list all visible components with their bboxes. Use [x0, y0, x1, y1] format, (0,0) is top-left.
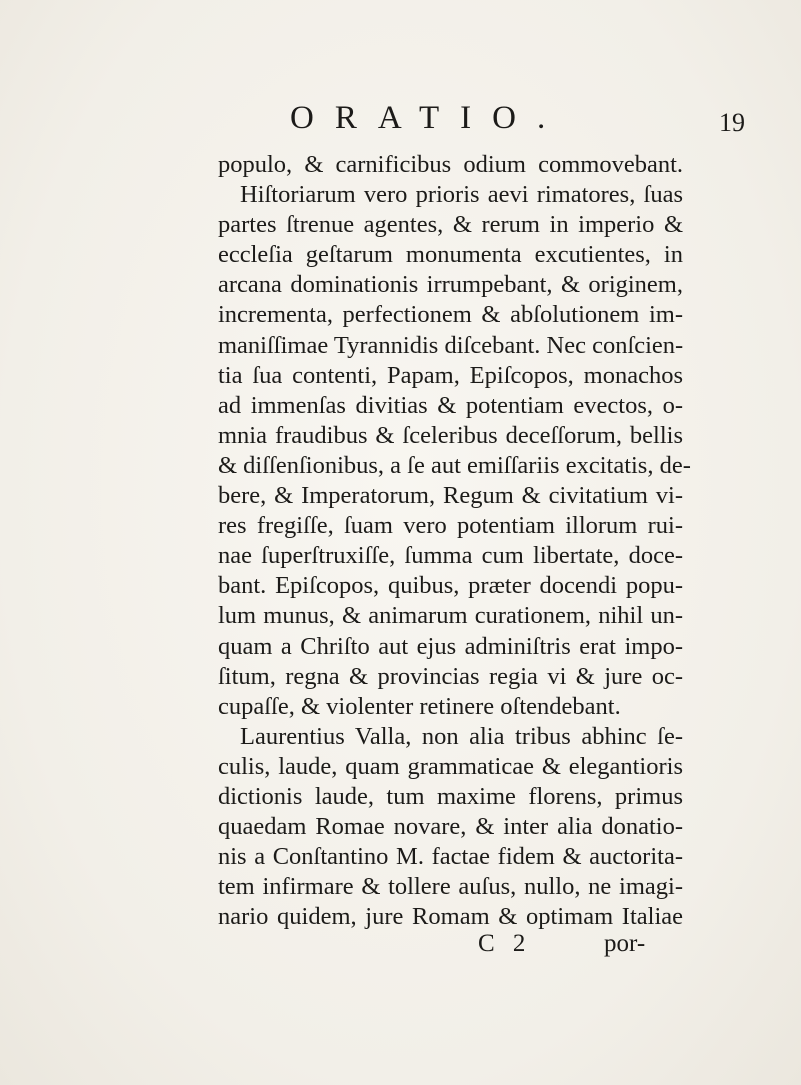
- text-line: nis a Conſtantino M. factae fidem & auctorita-: [218, 843, 683, 871]
- text-line: nae ſuperſtruxiſſe, ſumma cum libertate, doce-: [218, 542, 683, 570]
- page-number: 19: [719, 108, 745, 137]
- text-line: bere, & Imperatorum, Regum & civitatium vi-: [218, 482, 683, 510]
- text-line: tem infirmare & tollere auſus, nullo, ne imagi-: [218, 873, 683, 901]
- text-line: tia ſua contenti, Papam, Epiſcopos, monachos: [218, 361, 683, 389]
- text-line: mnia fraudibus & ſceleribus deceſſorum, bellis: [218, 421, 683, 449]
- body-text: [218, 150, 691, 932]
- text-line: cupaſſe, & violenter retinere oſtendebant.: [218, 692, 621, 720]
- text-line: maniſſimae Tyrannidis diſcebant. Nec conſcien-: [218, 331, 684, 359]
- page-header: [0, 100, 801, 140]
- running-title: ORATIO.: [290, 100, 567, 136]
- text-line: & diſſenſionibus, a ſe aut emiſſariis excitatis, de-: [218, 451, 691, 479]
- text-line: culis, laude, quam grammaticae & elegantioris: [218, 752, 683, 780]
- text-line: quaedam Romae novare, & inter alia donatio-: [218, 813, 683, 841]
- text-line: partes ſtrenue agentes, & rerum in imperio &: [218, 211, 683, 239]
- text-line: Laurentius Valla, non alia tribus abhinc ſe-: [240, 722, 683, 750]
- text-line: bant. Epiſcopos, quibus, præter docendi popu-: [218, 572, 683, 600]
- text-line: nario quidem, jure Romam & optimam Italiae: [218, 903, 683, 931]
- text-line: incrementa, perfectionem & abſolutionem im-: [218, 301, 683, 329]
- page-footer: [0, 930, 801, 964]
- text-line: dictionis laude, tum maxime florens, primus: [218, 782, 683, 810]
- signature-mark: C 2: [478, 930, 532, 957]
- text-line: quam a Chriſto aut ejus adminiſtris erat impo-: [218, 632, 683, 660]
- text-line: res fregiſſe, ſuam vero potentiam illorum rui-: [218, 512, 683, 540]
- text-line: ad immenſas divitias & potentiam evectos, o-: [218, 391, 683, 419]
- text-line: eccleſia geſtarum monumenta excutientes, in: [218, 241, 683, 269]
- text-line: ſitum, regna & provincias regia vi & jure oc-: [218, 662, 683, 690]
- text-line: Hiſtoriarum vero prioris aevi rimatores, ſuas: [240, 181, 683, 209]
- text-line: lum munus, & animarum curationem, nihil un-: [218, 602, 683, 630]
- catchword: por-: [604, 930, 646, 957]
- text-line: arcana dominationis irrumpebant, & originem,: [218, 271, 683, 299]
- text-line: populo, & carnificibus odium commovebant.: [218, 151, 683, 178]
